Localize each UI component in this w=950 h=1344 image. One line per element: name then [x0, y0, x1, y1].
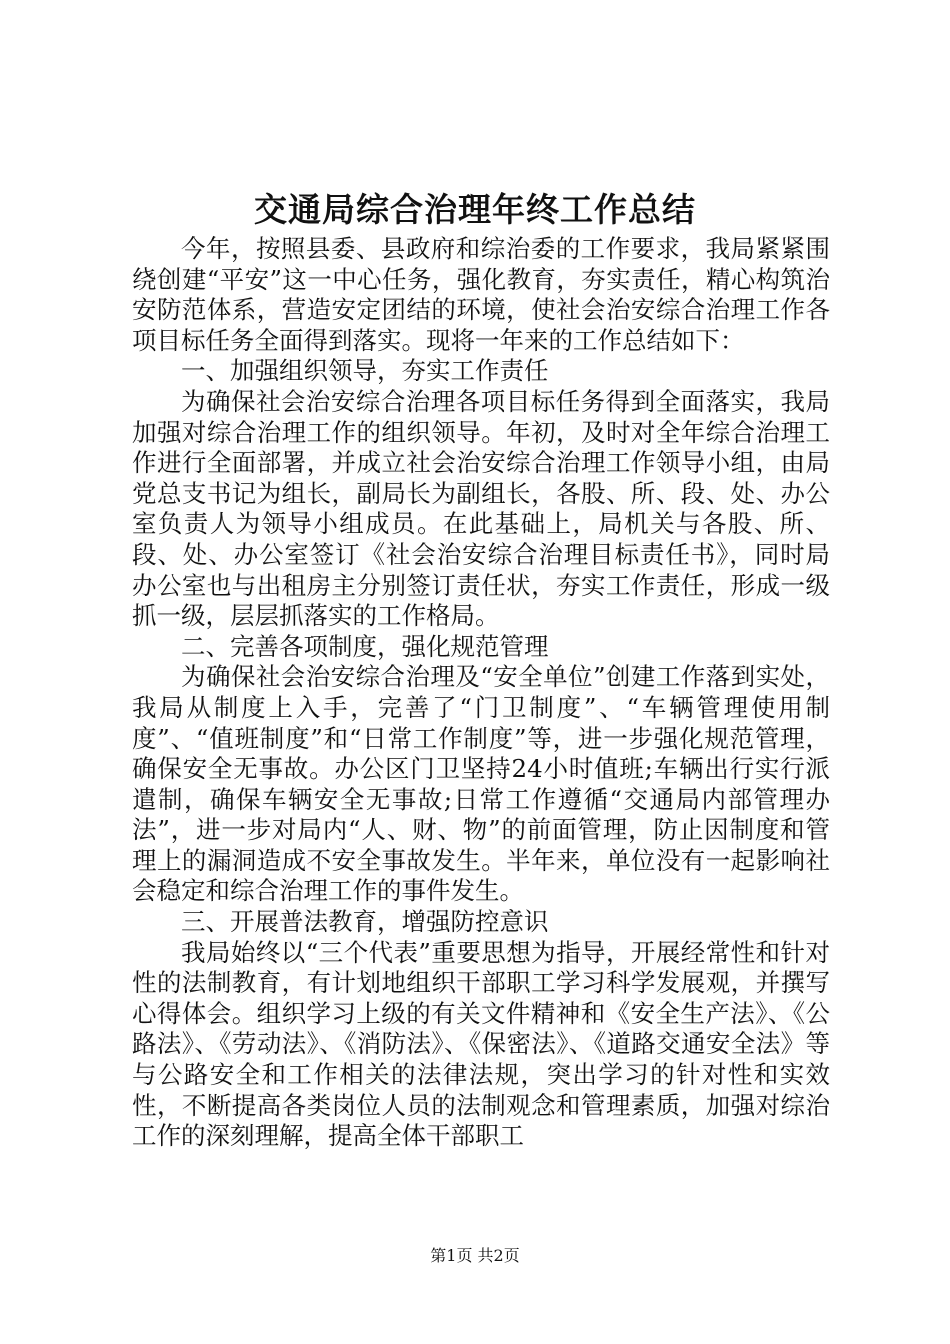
section-heading-1: 一、加强组织领导，夯实工作责任 [181, 356, 549, 386]
document-body [132, 234, 830, 1152]
document-title: 交通局综合治理年终工作总结 [254, 190, 696, 229]
section-heading-2: 二、完善各项制度，强化规范管理 [181, 631, 549, 661]
paragraph-section-1: 为确保社会治安综合治理各项目标任务得到全面落实，我局加强对综合治理工作的组织领导。年初，及时对全年综合治理工作进行全面部署，并成立社会治安综合治理工作领导小组，由局党总支书记为组长，副局长为副组长，各股、所、段、处、办公室负责人为领导小组成员。在此基础上，局机关与各股、所、段、处、办公室签订《社会治安综合治理目标责任书》，同时局办公室也与出租房主分别签订责任状，夯实工作责任，形成一级抓一级，层层抓落实的工作格局。 [132, 386, 830, 631]
paragraph-section-3: 我局始终以“三个代表”重要思想为指导，开展经常性和针对性的法制教育，有计划地组织干部职工学习科学发展观，并撰写心得体会。组织学习上级的有关文件精神和《安全生产法》、《公路法》、《劳动法》、《消防法》、《保密法》、《道路交通安全法》等与公路安全和工作相关的法律法规，突出学习的针对性和实效性，不断提高各类岗位人员的法制观念和管理素质，加强对综治工作的深刻理解，提高全体干部职工 [132, 937, 830, 1151]
page-number-footer: 第1页 共2页 [430, 1246, 520, 1265]
paragraph-section-2: 为确保社会治安综合治理及“安全单位”创建工作落到实处，我局从制度上入手，完善了“门卫制度”、“车辆管理使用制度”、“值班制度”和“日常工作制度”等，进一步强化规范管理，确保安全无事故。办公区门卫坚持24小时值班;车辆出行实行派遣制，确保车辆安全无事故;日常工作遵循“交通局内部管理办法”，进一步对局内“人、财、物”的前面管理，防止因制度和管理上的漏洞造成不安全事故发生。半年来，单位没有一起影响社会稳定和综合治理工作的事件发生。 [132, 662, 830, 906]
section-heading-3: 三、开展普法教育，增强防控意识 [181, 907, 549, 937]
paragraph-intro: 今年，按照县委、县政府和综治委的工作要求，我局紧紧围绕创建“平安”这一中心任务，强化教育，夯实责任，精心构筑治安防范体系，营造安定团结的环境，使社会治安综合治理工作各项目标任务全面得到落实。现将一年来的工作总结如下： [132, 234, 830, 355]
